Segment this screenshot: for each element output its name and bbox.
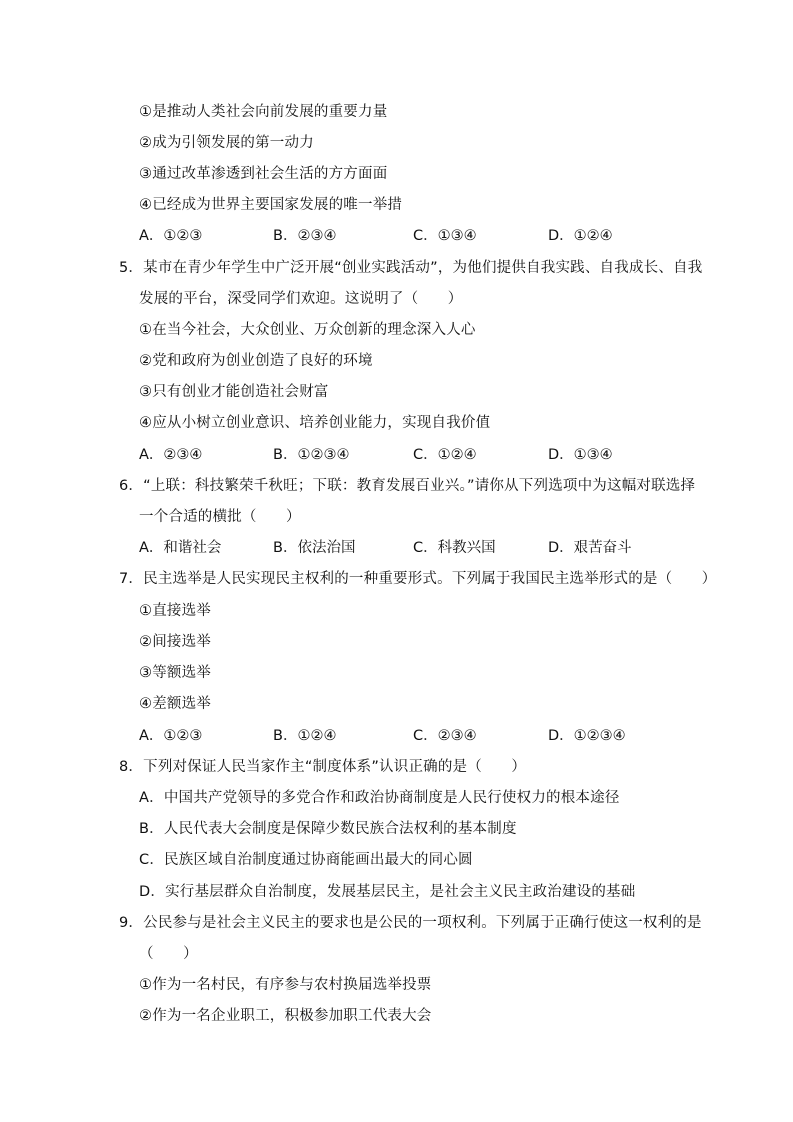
q6-option-b: B．依法治国 — [273, 540, 356, 556]
q6-option-d: D．艰苦奋斗 — [548, 540, 632, 556]
q7-statement-4: ④差额选举 — [139, 696, 211, 712]
q5-stem-line-2: 发展的平台，深受同学们欢迎。这说明了（ ） — [139, 291, 463, 307]
q9-statement-1: ①作为一名村民，有序参与农村换届选举投票 — [139, 977, 432, 993]
q5-statement-4: ④应从小树立创业意识、培养创业能力，实现自我价值 — [139, 415, 491, 431]
q9-stem-line-2: （ ） — [139, 946, 198, 962]
q7-option-d: D．①②③④ — [548, 728, 626, 744]
q6-option-c: C．科教兴国 — [413, 540, 496, 556]
q8-option-a: A．中国共产党领导的多党合作和政治协商制度是人民行使权力的根本途径 — [139, 790, 620, 806]
q5-option-a: A．②③④ — [139, 447, 203, 463]
q5-statement-1: ①在当今社会，大众创业、万众创新的理念深入人心 — [139, 322, 476, 338]
q4-option-d: D．①②④ — [548, 228, 613, 244]
q8-option-c: C．民族区域自治制度通过协商能画出最大的同心圆 — [139, 852, 473, 868]
q6-stem-line-1: 6．“上联：科技繁荣千秋旺；下联：教育发展百业兴。”请你从下列选项中为这幅对联选择 — [119, 478, 696, 494]
q9-statement-2: ②作为一名企业职工，积极参加职工代表大会 — [139, 1008, 432, 1024]
q6-stem-line-2: 一个合适的横批（ ） — [139, 509, 301, 525]
q5-statement-2: ②党和政府为创业创造了良好的环境 — [139, 353, 373, 369]
q5-option-b: B．①②③④ — [273, 447, 350, 463]
q7-statement-2: ②间接选举 — [139, 634, 211, 650]
q7-statement-3: ③等额选举 — [139, 665, 211, 681]
q4-statement-2: ②成为引领发展的第一动力 — [139, 135, 314, 151]
q5-statement-3: ③只有创业才能创造社会财富 — [139, 384, 329, 400]
q5-option-d: D．①③④ — [548, 447, 613, 463]
q4-option-c: C．①③④ — [413, 228, 477, 244]
q4-option-b: B．②③④ — [273, 228, 337, 244]
q4-statement-3: ③通过改革渗透到社会生活的方方面面 — [139, 166, 388, 182]
q8-option-d: D．实行基层群众自治制度，发展基层民主，是社会主义民主政治建设的基础 — [139, 884, 636, 900]
q5-option-c: C．①②④ — [413, 447, 477, 463]
q7-option-a: A．①②③ — [139, 728, 203, 744]
q7-stem-line-1: 7．民主选举是人民实现民主权利的一种重要形式。下列属于我国民主选举形式的是（ ） — [119, 571, 717, 587]
q5-stem-line-1: 5．某市在青少年学生中广泛开展“创业实践活动”，为他们提供自我实践、自我成长、自我 — [119, 260, 703, 276]
q4-option-a: A．①②③ — [139, 228, 203, 244]
q8-option-b: B．人民代表大会制度是保障少数民族合法权利的基本制度 — [139, 821, 517, 837]
q7-statement-1: ①直接选举 — [139, 603, 211, 619]
q4-statement-1: ①是推动人类社会向前发展的重要力量 — [139, 104, 388, 120]
q4-statement-4: ④已经成为世界主要国家发展的唯一举措 — [139, 197, 403, 213]
q7-option-b: B．①②④ — [273, 728, 337, 744]
q9-stem-line-1: 9．公民参与是社会主义民主的要求也是公民的一项权利。下列属于正确行使这一权利的是 — [119, 915, 702, 931]
q8-stem-line-1: 8．下列对保证人民当家作主“制度体系”认识正确的是（ ） — [119, 759, 527, 775]
q7-option-c: C．②③④ — [413, 728, 477, 744]
q6-option-a: A．和谐社会 — [139, 540, 222, 556]
